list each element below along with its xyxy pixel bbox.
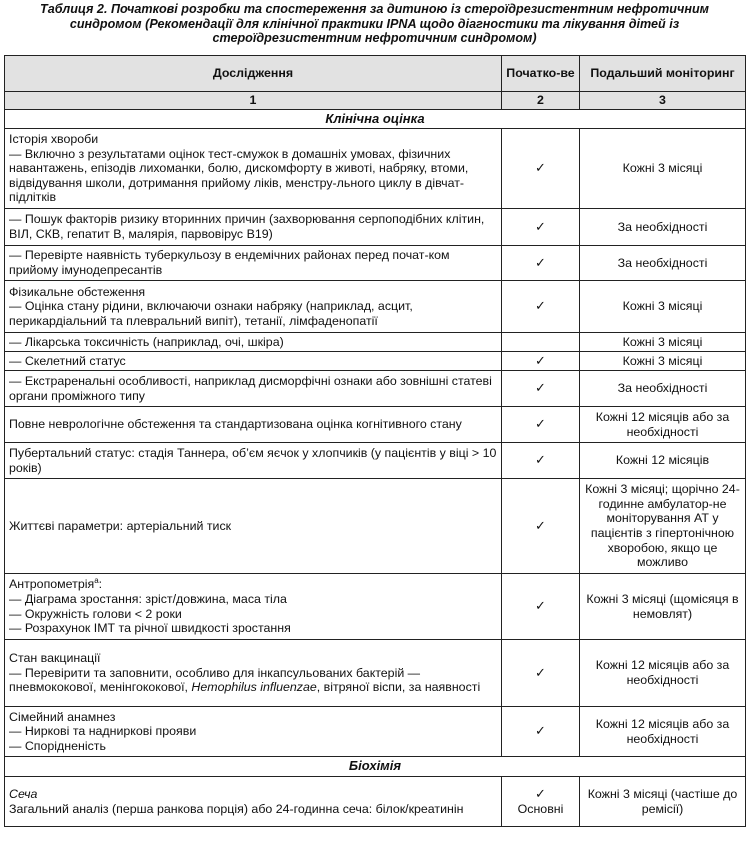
section-title-biochem: Біохімія xyxy=(5,757,746,777)
pathogen-name: Hemophilus influenzae xyxy=(191,680,317,695)
table-row xyxy=(5,707,746,757)
monitoring-cell: Кожні 12 місяців або за необхідності xyxy=(580,707,746,757)
table-row xyxy=(5,281,746,333)
investigation-cell: Пубертальний статус: стадія Таннера, об’єм яєчок у хлопчиків (у пацієнтів у віці > 10 років) xyxy=(5,443,502,479)
header-initial: Початко-ве xyxy=(502,56,580,92)
monitoring-cell: Кожні 3 місяці xyxy=(580,129,746,209)
initial-check: ✓ xyxy=(502,129,580,209)
investigation-detail: Загальний аналіз (перша ранкова порція) або 24-годинна сеча: білок/креатинін xyxy=(9,801,464,816)
initial-check: ✓ xyxy=(502,281,580,333)
investigation-title xyxy=(9,577,497,592)
initial-check: ✓ xyxy=(502,407,580,443)
investigation-cell: — Пошук факторів ризику вторинних причин (захворювання серпоподібних клітин, ВІЛ, СКВ, гепатит B, малярія, парвовірус B19) xyxy=(5,209,502,246)
table-row xyxy=(5,333,746,352)
investigation-title: Стан вакцинації xyxy=(9,651,101,666)
monitoring-cell: За необхідності xyxy=(580,371,746,407)
table-row xyxy=(5,479,746,574)
title-suffix: : xyxy=(98,577,103,592)
initial-note: Основні xyxy=(517,801,564,816)
section-row-clinical xyxy=(5,110,746,129)
investigation-detail: — Окружність голови < 2 роки xyxy=(9,606,182,621)
monitoring-cell: Кожні 3 місяці xyxy=(580,281,746,333)
table-row xyxy=(5,407,746,443)
section-title-clinical: Клінічна оцінка xyxy=(5,110,746,129)
investigation-cell xyxy=(5,574,502,640)
investigations-table xyxy=(4,55,746,827)
investigation-detail: — Оцінка стану рідини, включаючи ознаки набряку (наприклад, асцит, перикардіальний та плевральний випіт), тетанії, лімфаденопатії xyxy=(9,299,413,328)
table-row xyxy=(5,777,746,827)
investigation-title: Історія хвороби xyxy=(9,132,99,147)
header-monitoring: Подальший моніторинг xyxy=(580,56,746,92)
monitoring-cell: Кожні 3 місяці xyxy=(580,333,746,352)
table-row xyxy=(5,443,746,479)
investigation-cell: — Лікарська токсичність (наприклад, очі, шкіра) xyxy=(5,333,502,352)
investigation-detail: — Діаграма зростання: зріст/довжина, маса тіла xyxy=(9,591,287,606)
investigation-detail: — Розрахунок ІМТ та річної швидкості зростання xyxy=(9,621,291,636)
initial-check: ✓ xyxy=(535,785,546,801)
initial-check: ✓ xyxy=(502,707,580,757)
investigation-title: Фізикальне обстеження xyxy=(9,284,146,299)
initial-check xyxy=(502,333,580,352)
column-number-row xyxy=(5,92,746,110)
initial-check: ✓ xyxy=(502,371,580,407)
initial-cell xyxy=(502,777,580,827)
table-row xyxy=(5,371,746,407)
detail-text: , вітряної віспи, за наявності xyxy=(316,680,481,695)
monitoring-cell: Кожні 12 місяців або за необхідності xyxy=(580,640,746,707)
table-row xyxy=(5,352,746,371)
table-row xyxy=(5,209,746,246)
table-row xyxy=(5,129,746,209)
initial-check: ✓ xyxy=(502,479,580,574)
investigation-cell xyxy=(5,281,502,333)
table-caption: Таблиця 2. Початкові розробки та спостереження за дитиною із стероїдрезистентним нефротичним синдромом (Рекомендації для клінічної практики IPNA щодо діагностики та лікування дітей із стероїдрезистентним нефротичним синдромом) xyxy=(40,2,709,46)
initial-check: ✓ xyxy=(502,246,580,281)
investigation-detail: — Спорідненість xyxy=(9,738,106,753)
investigation-cell xyxy=(5,707,502,757)
investigation-cell xyxy=(5,129,502,209)
investigation-cell xyxy=(5,640,502,707)
investigation-cell: — Екстраренальні особливості, наприклад дисморфічні ознаки або зовнішні статеві органи проміжного типу xyxy=(5,371,502,407)
monitoring-cell: За необхідності xyxy=(580,209,746,246)
investigation-detail: — Ниркові та надниркові прояви xyxy=(9,724,197,739)
investigation-cell xyxy=(5,777,502,827)
initial-check: ✓ xyxy=(502,443,580,479)
monitoring-cell: За необхідності xyxy=(580,246,746,281)
col-number-3: 3 xyxy=(580,92,746,110)
investigation-cell: Повне неврологічне обстеження та стандартизована оцінка когнітивного стану xyxy=(5,407,502,443)
monitoring-cell: Кожні 3 місяці; щорічно 24-годинне амбулатор-не моніторування АТ у пацієнтів з гіпертонічною хворобою, якщо це можливо xyxy=(580,479,746,574)
initial-check: ✓ xyxy=(502,574,580,640)
col-number-2: 2 xyxy=(502,92,580,110)
investigation-title: Сеча xyxy=(9,786,38,801)
table-header-row xyxy=(5,56,746,92)
investigation-cell: Життєві параметри: артеріальний тиск xyxy=(5,479,502,574)
investigation-cell: — Скелетний статус xyxy=(5,352,502,371)
investigation-detail: — Включно з результатами оцінок тест-смужок в домашніх умовах, фізичних навантажень, епізодів лихоманки, болю, дискомфорту в животі, набряку, втоми, відвідування школи, дотримання прийому ліків, менстру-льного циклу в дівчат-підлітків xyxy=(9,146,469,205)
detail-text: — Перевірити та заповнити, особливо для інкапсульованих бактерій — пневмококової, менінгококової, xyxy=(9,665,421,695)
investigation-title: Сімейний анамнез xyxy=(9,709,116,724)
footnote-marker: а xyxy=(94,576,99,586)
initial-check: ✓ xyxy=(502,209,580,246)
initial-check: ✓ xyxy=(502,352,580,371)
monitoring-cell: Кожні 3 місяці (частіше до ремісії) xyxy=(580,777,746,827)
investigation-cell: — Перевірте наявність туберкульозу в ендемічних районах перед почат-ком прийому імунодепресантів xyxy=(5,246,502,281)
monitoring-cell: Кожні 12 місяців або за необхідності xyxy=(580,407,746,443)
monitoring-cell: Кожні 3 місяці (щомісяця в немовлят) xyxy=(580,574,746,640)
table-row xyxy=(5,640,746,707)
monitoring-cell: Кожні 3 місяці xyxy=(580,352,746,371)
table-row xyxy=(5,246,746,281)
anthropometry-title: Антропометрія xyxy=(9,577,95,592)
initial-check: ✓ xyxy=(502,640,580,707)
header-investigation: Дослідження xyxy=(5,56,502,92)
section-row-biochem xyxy=(5,757,746,777)
investigation-detail xyxy=(9,666,497,695)
monitoring-cell: Кожні 12 місяців xyxy=(580,443,746,479)
table-row xyxy=(5,574,746,640)
col-number-1: 1 xyxy=(5,92,502,110)
